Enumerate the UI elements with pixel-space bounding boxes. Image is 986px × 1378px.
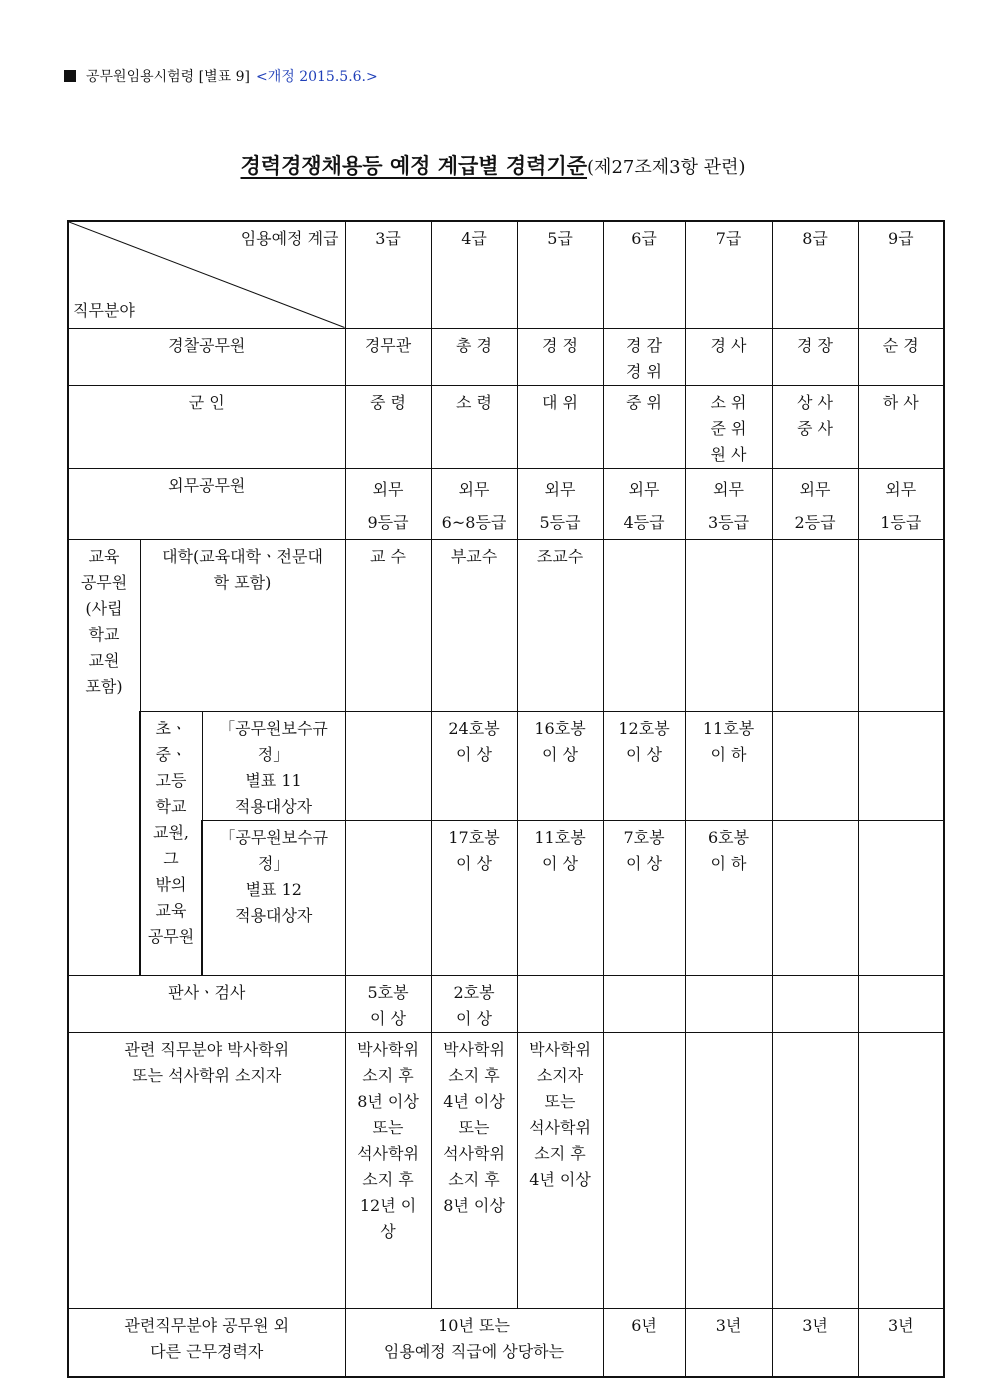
row-label-military: 군 인	[68, 385, 345, 468]
table-cell: 24호봉 이 상	[431, 711, 517, 820]
education-table11-row	[68, 711, 944, 820]
table-cell	[858, 820, 944, 975]
grade-header: 5급	[517, 221, 603, 328]
header-law-text: 공무원임용시험령 [별표 9]	[86, 69, 250, 85]
grade-header: 6급	[603, 221, 685, 328]
table-cell: 3년	[772, 1308, 858, 1377]
row-label-table12: 「공무원보수규정」 별표 12 적용대상자	[202, 820, 345, 975]
table-cell: 경무관	[345, 328, 431, 385]
table-cell: 3년	[685, 1308, 772, 1377]
table-cell: 외무 2등급	[772, 468, 858, 539]
degree-row	[68, 1032, 944, 1308]
table-cell: 외무 5등급	[517, 468, 603, 539]
row-label-table11: 「공무원보수규정」 별표 11 적용대상자	[202, 711, 345, 820]
table-cell	[772, 539, 858, 711]
table-cell: 조교수	[517, 539, 603, 711]
grade-header: 3급	[345, 221, 431, 328]
table-cell: 중 령	[345, 385, 431, 468]
education-university-row	[68, 539, 944, 711]
military-row	[68, 385, 944, 468]
judge-row	[68, 975, 944, 1032]
table-cell: 상 사 중 사	[772, 385, 858, 468]
table-cell: 박사학위 소지 후 4년 이상 또는 석사학위 소지 후 8년 이상	[431, 1032, 517, 1308]
title-main: 경력경쟁채용등 예정 계급별 경력기준	[240, 154, 588, 178]
police-row	[68, 328, 944, 385]
table-cell	[685, 539, 772, 711]
table-cell: 소 위 준 위 원 사	[685, 385, 772, 468]
table-cell	[603, 539, 685, 711]
table-cell	[345, 820, 431, 975]
corner-top-label: 임용예정 계급	[240, 229, 339, 248]
table-cell: 외무 9등급	[345, 468, 431, 539]
table-cell	[858, 1032, 944, 1308]
table-cell: 외무 3등급	[685, 468, 772, 539]
grade-header: 7급	[685, 221, 772, 328]
header-note	[64, 66, 378, 86]
table-cell: 외무 6~8등급	[431, 468, 517, 539]
table-cell: 부교수	[431, 539, 517, 711]
row-label-judge: 판사ㆍ검사	[68, 975, 345, 1032]
square-bullet-icon	[64, 70, 76, 82]
grade-header: 4급	[431, 221, 517, 328]
other-career-row	[68, 1308, 944, 1377]
document-title	[0, 150, 986, 180]
table-cell: 11호봉 이 상	[517, 820, 603, 975]
table-cell: 소 령	[431, 385, 517, 468]
table-cell: 16호봉 이 상	[517, 711, 603, 820]
table-cell	[345, 711, 431, 820]
table-cell: 외무 4등급	[603, 468, 685, 539]
merged-cell: 10년 또는 임용예정 직급에 상당하는	[345, 1308, 603, 1377]
table-cell	[517, 975, 603, 1032]
table-cell: 11호봉 이 하	[685, 711, 772, 820]
table-cell: 경 장	[772, 328, 858, 385]
row-label-foreign: 외무공무원	[68, 468, 345, 539]
table-cell: 2호봉 이 상	[431, 975, 517, 1032]
table-cell: 박사학위 소지자 또는 석사학위 소지 후 4년 이상	[517, 1032, 603, 1308]
table-cell	[603, 975, 685, 1032]
table-cell	[685, 1032, 772, 1308]
row-label-police: 경찰공무원	[68, 328, 345, 385]
corner-bottom-label: 직무분야	[73, 300, 135, 320]
table-cell: 대 위	[517, 385, 603, 468]
grade-header: 8급	[772, 221, 858, 328]
table-cell: 외무 1등급	[858, 468, 944, 539]
row-label-other-career: 관련직무분야 공무원 외 다른 근무경력자	[68, 1308, 345, 1377]
table-cell	[772, 820, 858, 975]
table-cell: 중 위	[603, 385, 685, 468]
row-label-degree: 관련 직무분야 박사학위 또는 석사학위 소지자	[68, 1032, 345, 1308]
table-cell: 경 정	[517, 328, 603, 385]
table-cell	[685, 975, 772, 1032]
corner-header-cell	[68, 221, 345, 328]
table-cell	[858, 539, 944, 711]
table-cell: 하 사	[858, 385, 944, 468]
table-cell	[772, 975, 858, 1032]
career-criteria-table	[67, 220, 945, 1378]
table-cell: 박사학위 소지 후 8년 이상 또는 석사학위 소지 후 12년 이 상	[345, 1032, 431, 1308]
table-cell	[858, 975, 944, 1032]
table-cell: 3년	[858, 1308, 944, 1377]
table-cell	[858, 711, 944, 820]
table-cell: 6호봉 이 하	[685, 820, 772, 975]
foreign-service-row	[68, 468, 944, 539]
row-label-school-category: 초ㆍ 중ㆍ 고등 학교 교원, 그 밖의 교육 공무원	[140, 711, 202, 975]
table-cell: 12호봉 이 상	[603, 711, 685, 820]
table-cell	[772, 711, 858, 820]
table-cell	[603, 1032, 685, 1308]
table-cell: 순 경	[858, 328, 944, 385]
table-cell: 경 사	[685, 328, 772, 385]
header-row	[68, 221, 944, 328]
table-cell: 경 감 경 위	[603, 328, 685, 385]
table-cell: 7호봉 이 상	[603, 820, 685, 975]
row-label-education-category: 교육 공무원 (사립 학교 교원 포함)	[68, 539, 140, 975]
table-cell	[772, 1032, 858, 1308]
title-sub: (제27조제3항 관련)	[587, 157, 746, 178]
table-cell: 5호봉 이 상	[345, 975, 431, 1032]
row-label-university: 대학(교육대학ㆍ전문대 학 포함)	[140, 539, 345, 711]
revision-date: <개정 2015.5.6.>	[255, 69, 378, 85]
table-cell: 총 경	[431, 328, 517, 385]
table-cell: 17호봉 이 상	[431, 820, 517, 975]
table-cell: 교 수	[345, 539, 431, 711]
grade-header: 9급	[858, 221, 944, 328]
table-cell: 6년	[603, 1308, 685, 1377]
